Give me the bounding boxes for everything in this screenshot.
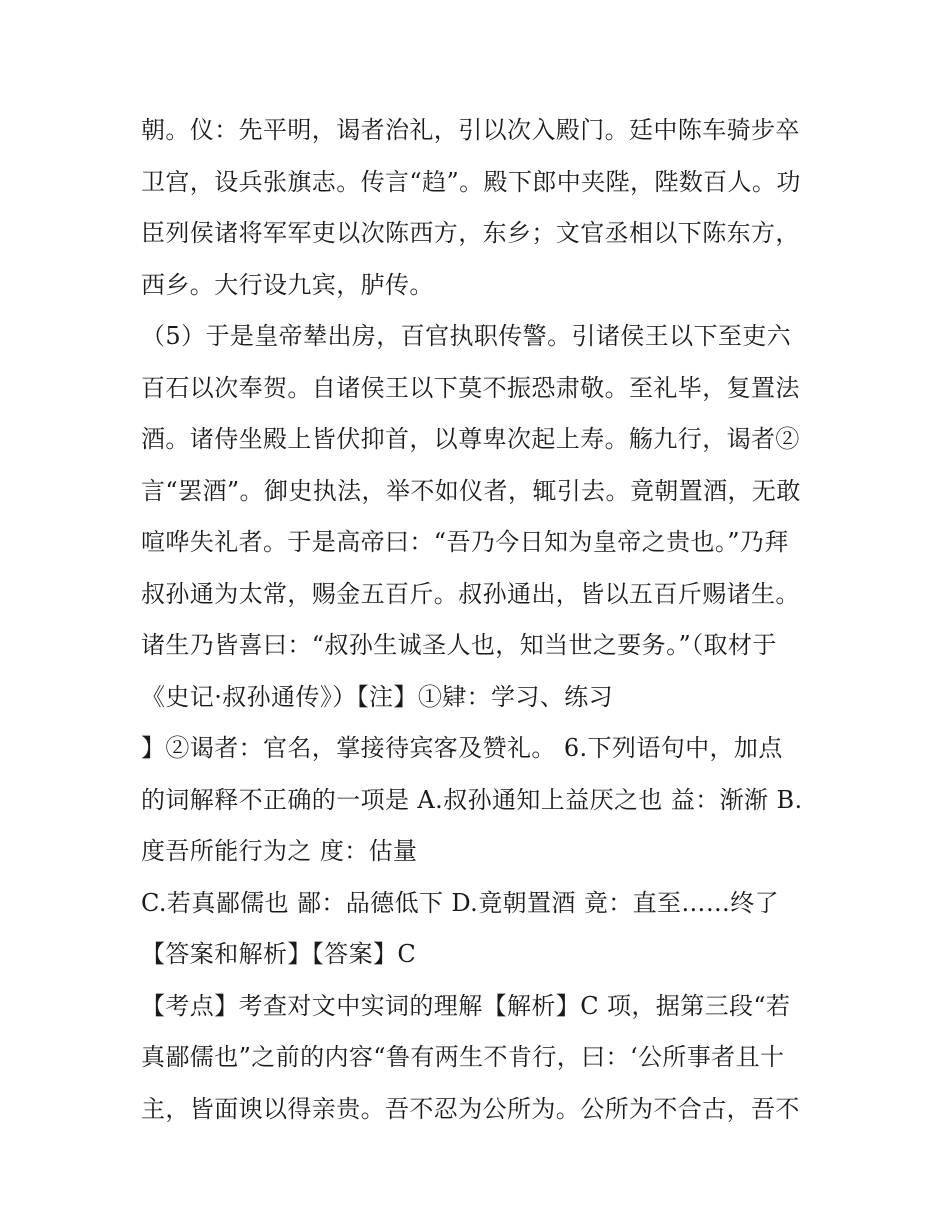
text-line: 主，皆面谀以得亲贵。吾不忍为公所为。公所为不合古，吾不: [141, 1094, 800, 1123]
document-body: [141, 110, 821, 1140]
text-line: 】②谒者：官名，掌接待宾客及赞礼。 6.下列语句中，加点: [141, 734, 783, 762]
text-line: 言“罢酒”。御史执法，举不如仪者，辄引去。竟朝置酒，无敢: [141, 476, 801, 505]
text-line: 西乡。大行设九宾，胪传。: [141, 270, 434, 299]
text-line: 《史记·叔孙通传》）【注】①肄：学习、练习: [141, 682, 614, 711]
text-line: 酒。诸侍坐殿上皆伏抑首，以尊卑次起上寿。觞九行，谒者②: [141, 425, 800, 453]
text-line: 度吾所能行为之 度：估量: [141, 837, 418, 865]
text-line: （5）于是皇帝辇出房，百官执职传警。引诸侯王以下至吏六: [141, 322, 792, 350]
text-line: 朝。仪：先平明，谒者治礼，引以次入殿门。廷中陈车骑步卒: [141, 116, 800, 144]
text-line: 喧哗失礼者。于是高帝曰：“吾乃今日知为皇帝之贵也。”乃拜: [141, 528, 789, 556]
text-line: 的词解释不正确的一项是 A.叔孙通知上益厌之也 益：渐渐 B.: [141, 785, 803, 814]
text-line: 【考点】考查对文中实词的理解【解析】C 项，据第三段“若: [141, 991, 791, 1020]
text-line: 叔孙通为太常，赐金五百斤。叔孙通出，皆以五百斤赐诸生。: [141, 579, 800, 608]
text-line: 【答案和解析】【答案】C: [141, 940, 417, 968]
text-line: 真鄙儒也”之前的内容“鲁有两生不肯行，曰：‘公所事者且十: [141, 1043, 785, 1071]
text-line: 卫宫，设兵张旗志。传言“趋”。殿下郎中夹陛，陛数百人。功: [141, 167, 801, 196]
text-line: 臣列侯诸将军军吏以次陈西方，东乡；文官丞相以下陈东方，: [141, 219, 800, 247]
text-line: C.若真鄙儒也 鄙：品德低下 D.竟朝置酒 竟：直至……终了: [141, 888, 780, 917]
text-line: 诸生乃皆喜曰：“叔孙生诚圣人也，知当世之要务。”（取材于: [141, 631, 777, 659]
text-line: 百石以次奉贺。自诸侯王以下莫不振恐肃敬。至礼毕，复置法: [141, 373, 800, 402]
